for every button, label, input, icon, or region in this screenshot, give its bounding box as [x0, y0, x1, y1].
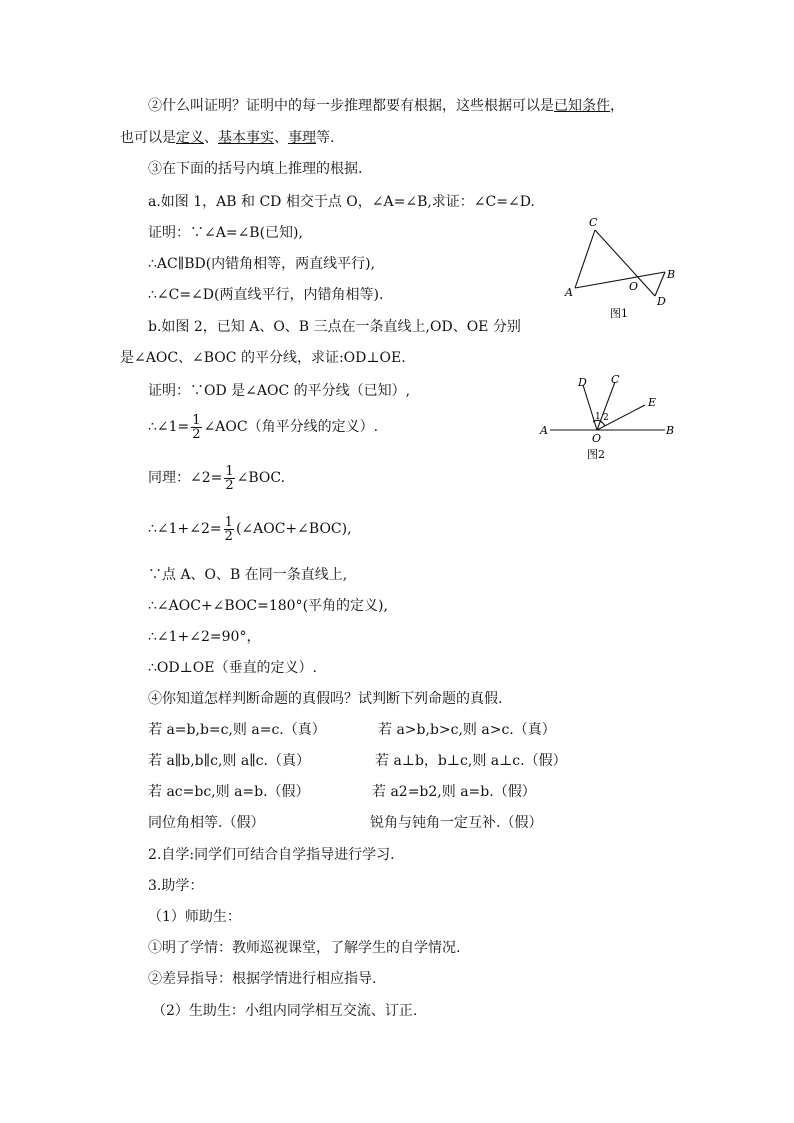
problem-a-line-3: ∴∠C=∠D(两直线平行，内错角相等). — [148, 287, 384, 303]
proposition-4-right: 锐角与钝角一定互补.（假） — [370, 815, 543, 831]
problem-a-line-2: ∴AC∥BD(内错角相等，两直线平行), — [148, 256, 376, 272]
proposition-3-right: 若 a2=b2,则 a=b.（假） — [372, 784, 536, 800]
label-a: A — [540, 424, 548, 437]
section-3-1-item-a: ①明了学情：教师巡视课堂，了解学生的自学情况. — [148, 940, 461, 956]
proposition-1-right: 若 a>b,b>c,则 a>c.（真） — [378, 722, 556, 738]
problem-b-title-2: 是∠AOC、∠BOC 的平分线，求证:OD⊥OE. — [120, 350, 406, 366]
problem-b-line-7: ∴∠1+∠2=90°， — [148, 629, 261, 645]
section-3-2-student: （2）生助生：小组内同学相互交流、订正. — [152, 1003, 418, 1019]
label-e: E — [648, 396, 657, 409]
problem-b-title-1: b.如图 2，已知 A、O、B 三点在一条直线上,OD、OE 分别 — [148, 319, 521, 335]
problem-b-line-4: ∴∠1+∠2= $\frac{1}{2}$ (∠AOC+∠BOC), — [148, 514, 352, 544]
paragraph-proof-definition-cont: 也可以是定义、基本事实、事理等. — [120, 130, 335, 146]
paragraph-proof-definition: ②什么叫证明？证明中的每一步推理都要有根据，这些根据可以是已知条件， — [148, 98, 624, 114]
fraction-half: $\frac{1}{2}$ — [225, 463, 234, 493]
underlined-term: 基本事实 — [218, 130, 274, 146]
proposition-2-left: 若 a∥b,b∥c,则 a∥c.（真） — [148, 753, 310, 769]
underlined-term: 已知条件 — [554, 98, 610, 114]
label-d: D — [578, 376, 587, 389]
ray-od — [583, 385, 597, 430]
label-b: B — [667, 268, 676, 281]
label-c: C — [611, 373, 620, 386]
problem-a-title: a.如图 1，AB 和 CD 相交于点 O，∠A=∠B,求证：∠C=∠D. — [148, 194, 535, 210]
figure-2-caption: 图2 — [587, 448, 605, 461]
label-b: B — [666, 424, 675, 437]
angle-label-1: 1 — [595, 412, 601, 422]
question-4: ④你知道怎样判断命题的真假吗？试判断下列命题的真假. — [148, 691, 503, 707]
angle-label-2: 2 — [603, 413, 609, 423]
segment-bd — [655, 272, 665, 296]
segment-ca — [575, 230, 595, 288]
problem-b-line-3: 同理：∠2= $\frac{1}{2}$ ∠BOC. — [148, 463, 286, 493]
problem-b-line-6: ∴∠AOC+∠BOC=180°(平角的定义), — [148, 598, 388, 614]
fraction-half: $\frac{1}{2}$ — [192, 412, 201, 442]
underlined-term: 定义 — [176, 130, 204, 146]
problem-b-line-8: ∴OD⊥OE（垂直的定义）. — [148, 660, 317, 676]
figure-1-caption: 图1 — [610, 307, 628, 320]
underlined-term: 事理 — [288, 130, 316, 146]
label-c: C — [589, 216, 598, 229]
problem-b-line-5: ∵点 A、O、B 在同一条直线上, — [148, 567, 348, 583]
proposition-2-right: 若 a⊥b，b⊥c,则 a⊥c.（假） — [375, 753, 567, 769]
label-o: O — [592, 432, 602, 445]
paragraph-fill-reasons: ③在下面的括号内填上推理的根据. — [148, 161, 363, 177]
section-3-assist: 3.助学： — [148, 878, 204, 894]
proposition-1-left: 若 a=b,b=c,则 a=c.（真） — [148, 722, 326, 738]
proposition-4-left: 同位角相等.（假） — [148, 815, 265, 831]
problem-a-line-1: 证明：∵∠A=∠B(已知), — [148, 225, 303, 241]
section-3-1-item-b: ②差异指导：根据学情进行相应指导. — [148, 971, 377, 987]
problem-b-line-1: 证明：∵OD 是∠AOC 的平分线（已知）, — [148, 383, 411, 399]
segment-cd — [595, 230, 655, 296]
fraction-half: $\frac{1}{2}$ — [224, 514, 233, 544]
label-a: A — [565, 286, 573, 299]
label-o: O — [629, 280, 639, 293]
problem-b-line-2: ∴∠1= $\frac{1}{2}$ ∠AOC（角平分线的定义）. — [148, 412, 379, 442]
figure-1 — [555, 210, 695, 325]
segment-ab — [575, 272, 665, 288]
section-2-self-study: 2.自学:同学们可结合自学指导进行学习. — [148, 847, 395, 863]
proposition-3-left: 若 ac=bc,则 a=b.（假） — [148, 784, 310, 800]
figure-2 — [535, 370, 685, 465]
section-3-1-teacher: （1）师助生： — [148, 909, 241, 925]
label-d: D — [657, 295, 666, 308]
